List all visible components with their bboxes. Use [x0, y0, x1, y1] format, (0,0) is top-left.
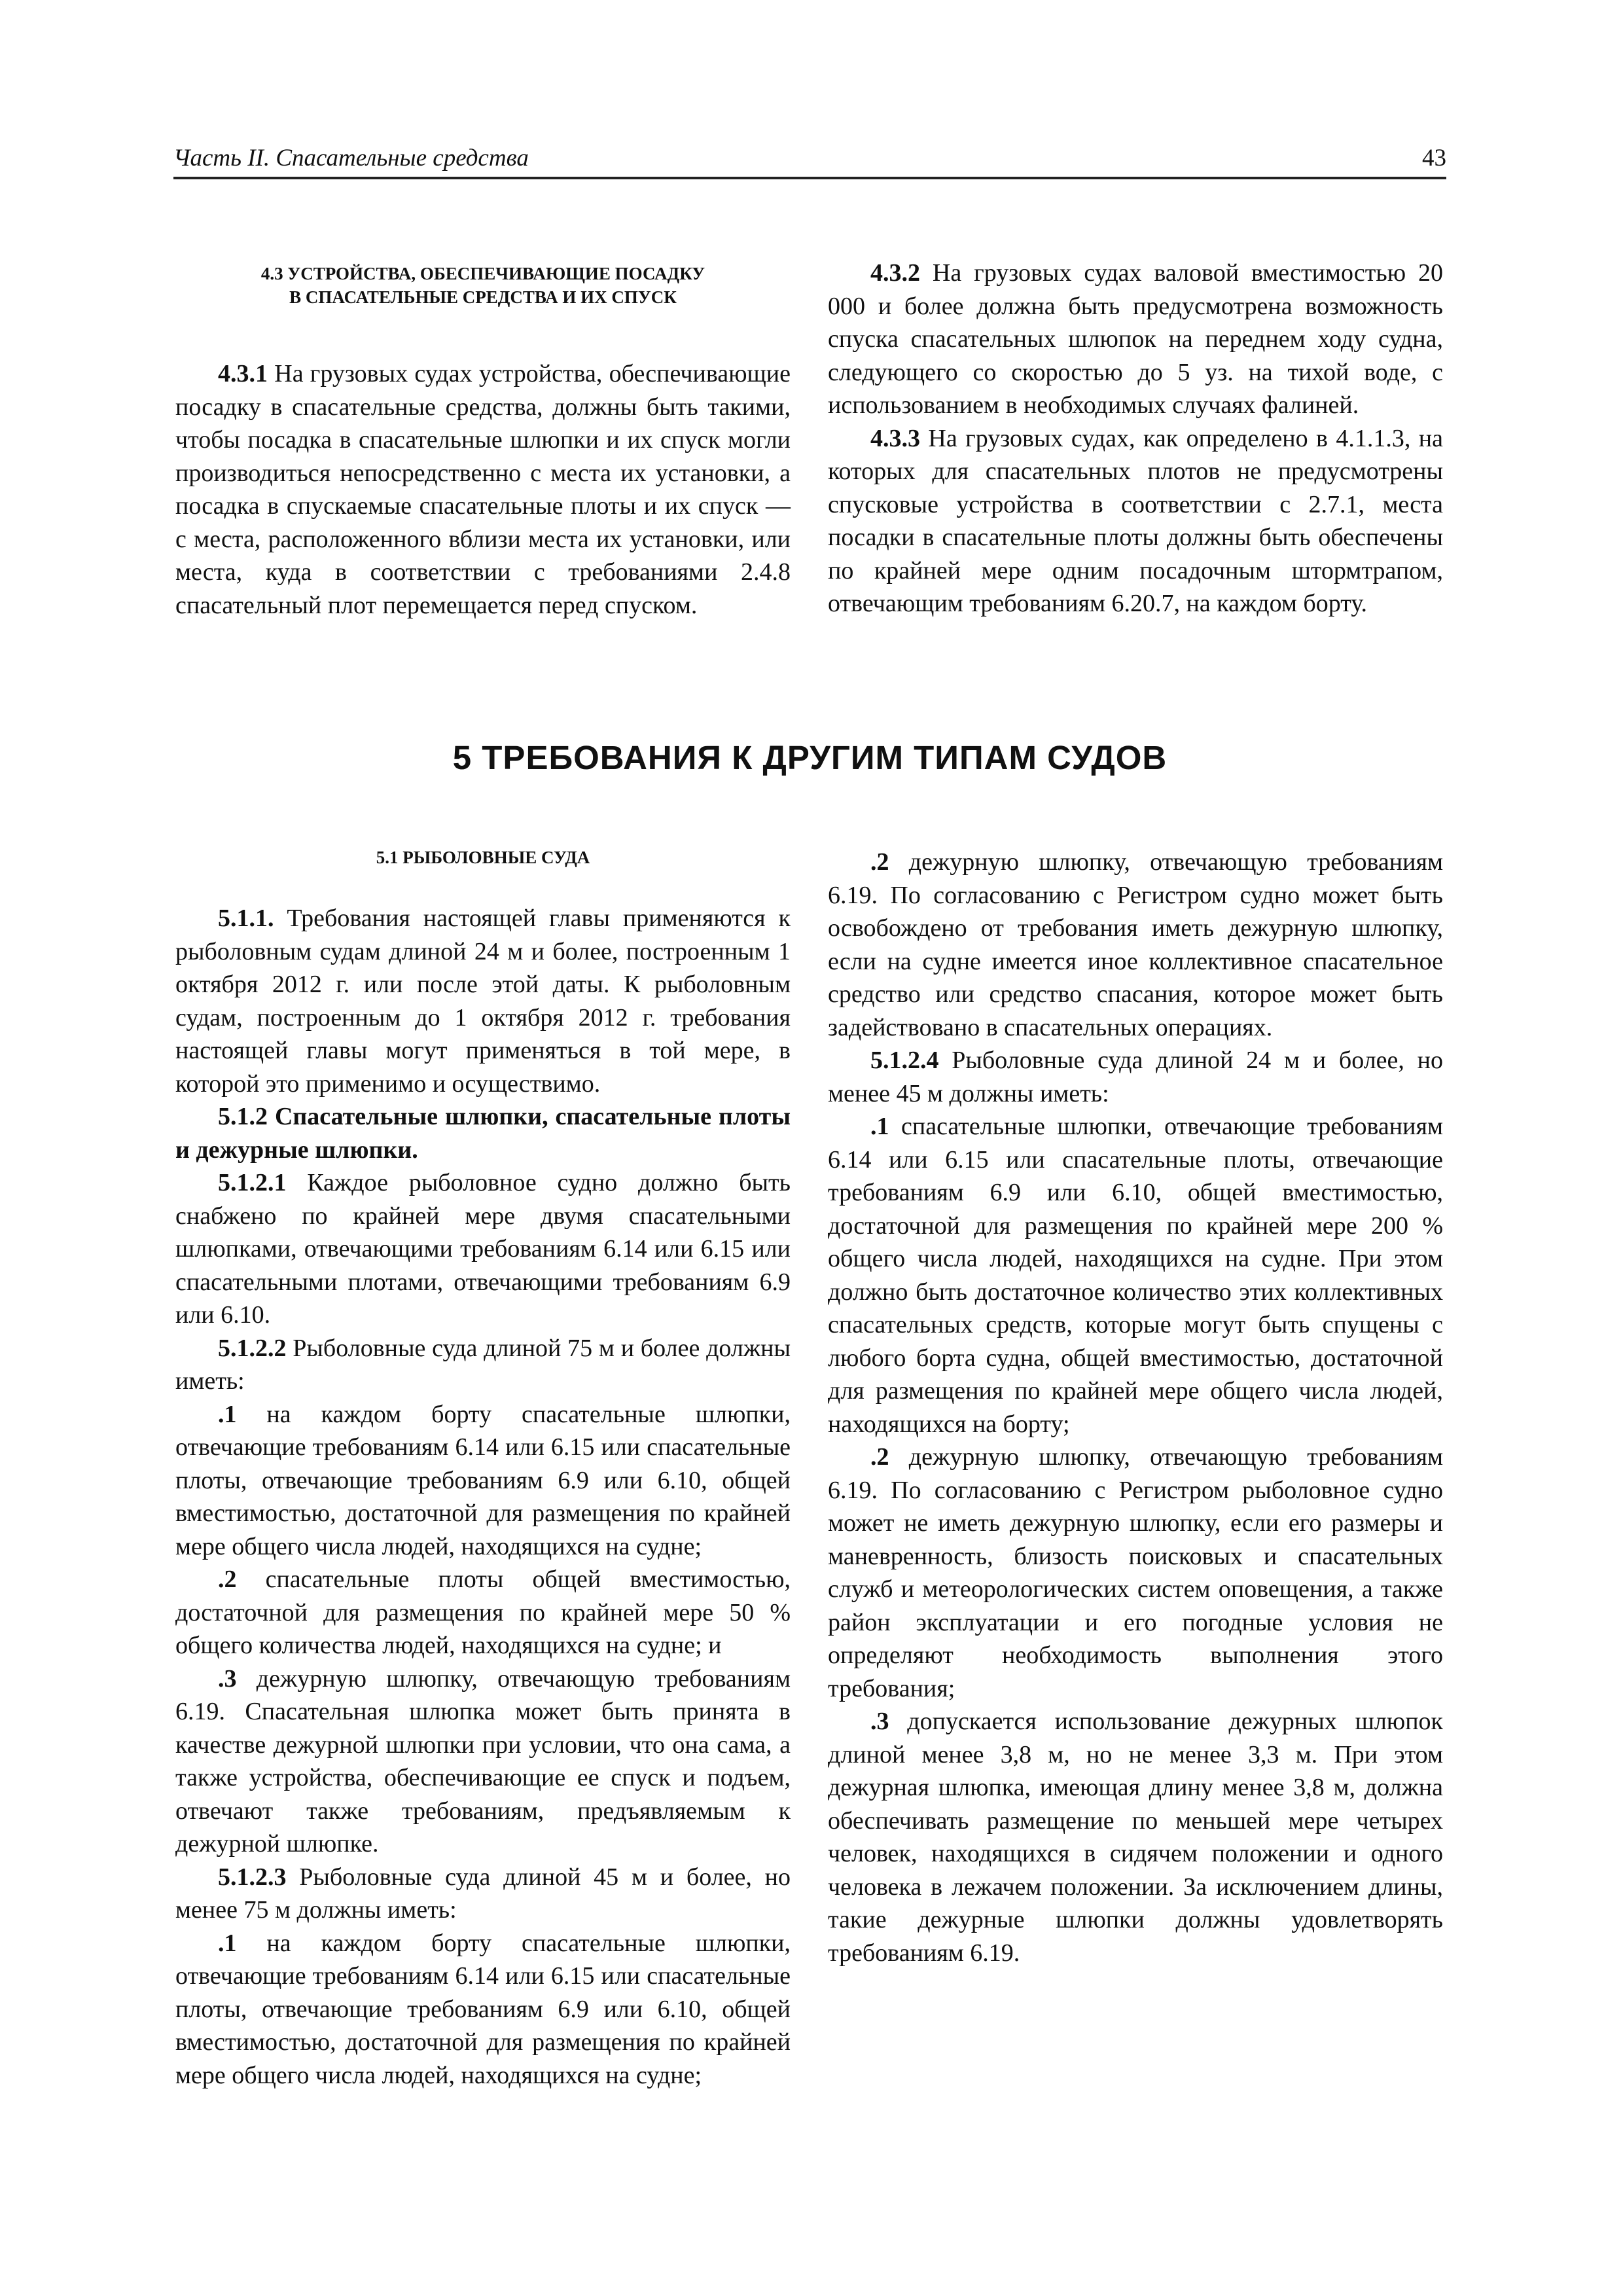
paragraph-number: 5.1.2.2 — [218, 1334, 287, 1362]
item-number: .1 — [218, 1929, 237, 1957]
paragraph-text: Рыболовные суда длиной 75 м и более должны иметь: — [175, 1334, 791, 1395]
section-4-3-left-column — [175, 262, 791, 622]
item-text: допускается использование дежурных шлюпок длиной менее 3,8 м, но не менее 3,3 м. При этом дежурная шлюпка, имеющая длину менее 3,8 м, должна обеспечивать размещение по меньшей мере четырех человек, находящихся в сидячем положении и одного человека в лежачем положении. За исключением длины, такие дежурные шлюпки должны удовлетворять требованиям 6.19. — [828, 1708, 1443, 1967]
section-5-1-title: 5.1 РЫБОЛОВНЫЕ СУДА — [376, 848, 590, 867]
item-number: .3 — [218, 1664, 237, 1693]
item-number: .2 — [218, 1566, 237, 1593]
running-header — [173, 139, 1446, 178]
paragraph-text: Каждое рыболовное судно должно быть снабжено по крайней мере двумя спасательными шлюпками, отвечающими требованиям 6.14 или 6.15 или спасательными плотами, отвечающими требованиям 6.9 или 6.10. — [175, 1169, 791, 1329]
section-4-3-right-column — [828, 257, 1443, 620]
item-number: .2 — [870, 1443, 889, 1471]
item-number: .3 — [870, 1708, 889, 1735]
paragraph-4-3-1 — [175, 357, 791, 622]
paragraph-number: 5.1.2.4 — [870, 1047, 939, 1074]
paragraph-number: 5.1.2.3 — [218, 1863, 287, 1891]
item-text: дежурную шлюпку, отвечающую требованиям 6.19. По согласованию с Регистром рыболовное судно может не иметь дежурную шлюпку, если его размеры и маневренность, близость поисковых и спасательных служб и метеорологических систем оповещения, а также район эксплуатации и его погодные условия не определяют необходимость выполнения этого требования; — [828, 1443, 1443, 1702]
item-5-1-2-4-1 — [828, 1110, 1443, 1441]
paragraph-number: 4.3.2 — [870, 259, 920, 287]
paragraph-5-1-2-1 — [175, 1166, 791, 1332]
paragraph-text: Требования настоящей главы применяются к рыболовным судам длиной 24 м и более, построенным 1 октября 2012 г. или после этой даты. К рыболовным судам, построенным до 1 октября 2012 г. требования настоящей главы могут применяться в той мере, в которой это применимо и осуществимо. — [175, 905, 791, 1098]
item-text: на каждом борту спасательные шлюпки, отвечающие требованиям 6.14 или 6.15 или спасательные плоты, отвечающие требованиям 6.9 или 6.10, общей вместимостью, достаточной для размещения по крайней мере общего числа людей, находящихся на судне; — [175, 1400, 791, 1560]
section-4-3-title — [175, 262, 791, 309]
section-5-1-right-column — [828, 846, 1443, 1969]
chapter-5-title: 5 ТРЕБОВАНИЯ К ДРУГИМ ТИПАМ СУДОВ — [452, 739, 1168, 776]
page-number: 43 — [1422, 145, 1446, 171]
paragraph-4-3-3 — [828, 422, 1443, 620]
paragraph-number: 4.3.3 — [870, 424, 920, 452]
item-number: .2 — [870, 848, 889, 876]
item-text: на каждом борту спасательные шлюпки, отвечающие требованиям 6.14 или 6.15 или спасательные плоты, отвечающие требованиям 6.9 или 6.10, общей вместимостью, достаточной для размещения по крайней мере общего числа людей, находящихся на судне; — [175, 1929, 791, 2089]
item-5-1-2-4-3 — [828, 1705, 1443, 1969]
item-number: .1 — [218, 1400, 237, 1428]
item-5-1-2-2-1 — [175, 1398, 791, 1564]
section-5-1-left-column — [175, 846, 791, 2092]
paragraph-number: 5.1.1. — [218, 905, 274, 932]
item-5-1-2-2-3 — [175, 1662, 791, 1861]
paragraph-text: На грузовых судах валовой вместимостью 20 000 и более должна быть предусмотрена возможность спуска спасательных шлюпок на переднем ходу судна, следующего со скоростью до 5 уз. на тихой воде, с использованием в необходимых случаях фалиней. — [828, 259, 1443, 419]
paragraph-5-1-2-2 — [175, 1332, 791, 1398]
paragraph-5-1-2: 5.1.2 Спасательные шлюпки, спасательные плоты и дежурные шлюпки. — [175, 1103, 791, 1164]
paragraph-4-3-2 — [828, 257, 1443, 422]
item-5-1-2-3-1 — [175, 1927, 791, 2092]
header-part-title: Часть II. Спасательные средства — [173, 145, 529, 171]
item-5-1-2-2-2 — [175, 1563, 791, 1662]
paragraph-text: На грузовых судах устройства, обеспечивающие посадку в спасательные средства, должны быть такими, чтобы посадка в спасательные шлюпки и их спуск могли производиться непосредственно с места их установки, а посадка в спускаемые спасательные плоты и их спуск — с места, расположенного вблизи места их установки, или места, куда в соответствии с требованиями 2.4.8 спасательный плот перемещается перед спуском. — [175, 360, 791, 619]
header-divider — [173, 177, 1446, 179]
paragraph-5-1-2-3 — [175, 1861, 791, 1927]
item-5-1-2-4-2 — [828, 1441, 1443, 1705]
paragraph-number: 4.3.1 — [218, 360, 268, 387]
paragraph-5-1-1 — [175, 902, 791, 1100]
paragraph-text: Рыболовные суда длиной 45 м и более, но менее 75 м должны иметь: — [175, 1863, 791, 1924]
paragraph-text: Рыболовные суда длиной 24 м и более, но менее 45 м должны иметь: — [828, 1047, 1443, 1107]
item-text: дежурную шлюпку, отвечающую требованиям 6.19. По согласованию с Регистром судно может быть освобождено от требования иметь дежурную шлюпку, если на судне имеется иное коллективное спасательное средство или средство спасания, которое может быть задействовано в спасательных операциях. — [828, 848, 1443, 1041]
item-number: .1 — [870, 1113, 889, 1140]
section-4-3-title-line1: 4.3 УСТРОЙСТВА, ОБЕСПЕЧИВАЮЩИЕ ПОСАДКУ — [260, 264, 705, 283]
section-4-3-title-line2: В СПАСАТЕЛЬНЫЕ СРЕДСТВА И ИХ СПУСК — [289, 287, 677, 307]
item-text: спасательные плоты общей вместимостью, достаточной для размещения по крайней мере 50 % общего количества людей, находящихся на судне; и — [175, 1566, 791, 1659]
item-text: спасательные шлюпки, отвечающие требованиям 6.14 или 6.15 или спасательные плоты, отвечающие требованиям 6.9 или 6.10, общей вместимостью, достаточной для размещения по крайней мере 200 % общего числа людей, находящихся на судне. При этом должно быть достаточное количество этих коллективных спасательных средств, которые могут быть спущены с любого борта судна, общей вместимостью, достаточной для размещения по крайней мере общего числа людей, находящихся на борту; — [828, 1113, 1443, 1438]
paragraph-5-1-2-4 — [828, 1044, 1443, 1110]
paragraph-text: На грузовых судах, как определено в 4.1.1.3, на которых для спасательных плотов не предусмотрены спусковые устройства в соответствии с 2.7.1, места посадки в спасательные плоты должны быть обеспечены по крайней мере одним посадочным штормтрапом, отвечающим требованиям 6.20.7, на каждом борту. — [828, 424, 1443, 617]
item-5-1-2-3-2 — [828, 846, 1443, 1044]
item-text: дежурную шлюпку, отвечающую требованиям 6.19. Спасательная шлюпка может быть принята в качестве дежурной шлюпки при условии, что она сама, а также устройства, обеспечивающие ее спуск и подъем, отвечают также требованиям, предъявляемым к дежурной шлюпке. — [175, 1664, 791, 1857]
paragraph-number: 5.1.2.1 — [218, 1169, 287, 1196]
